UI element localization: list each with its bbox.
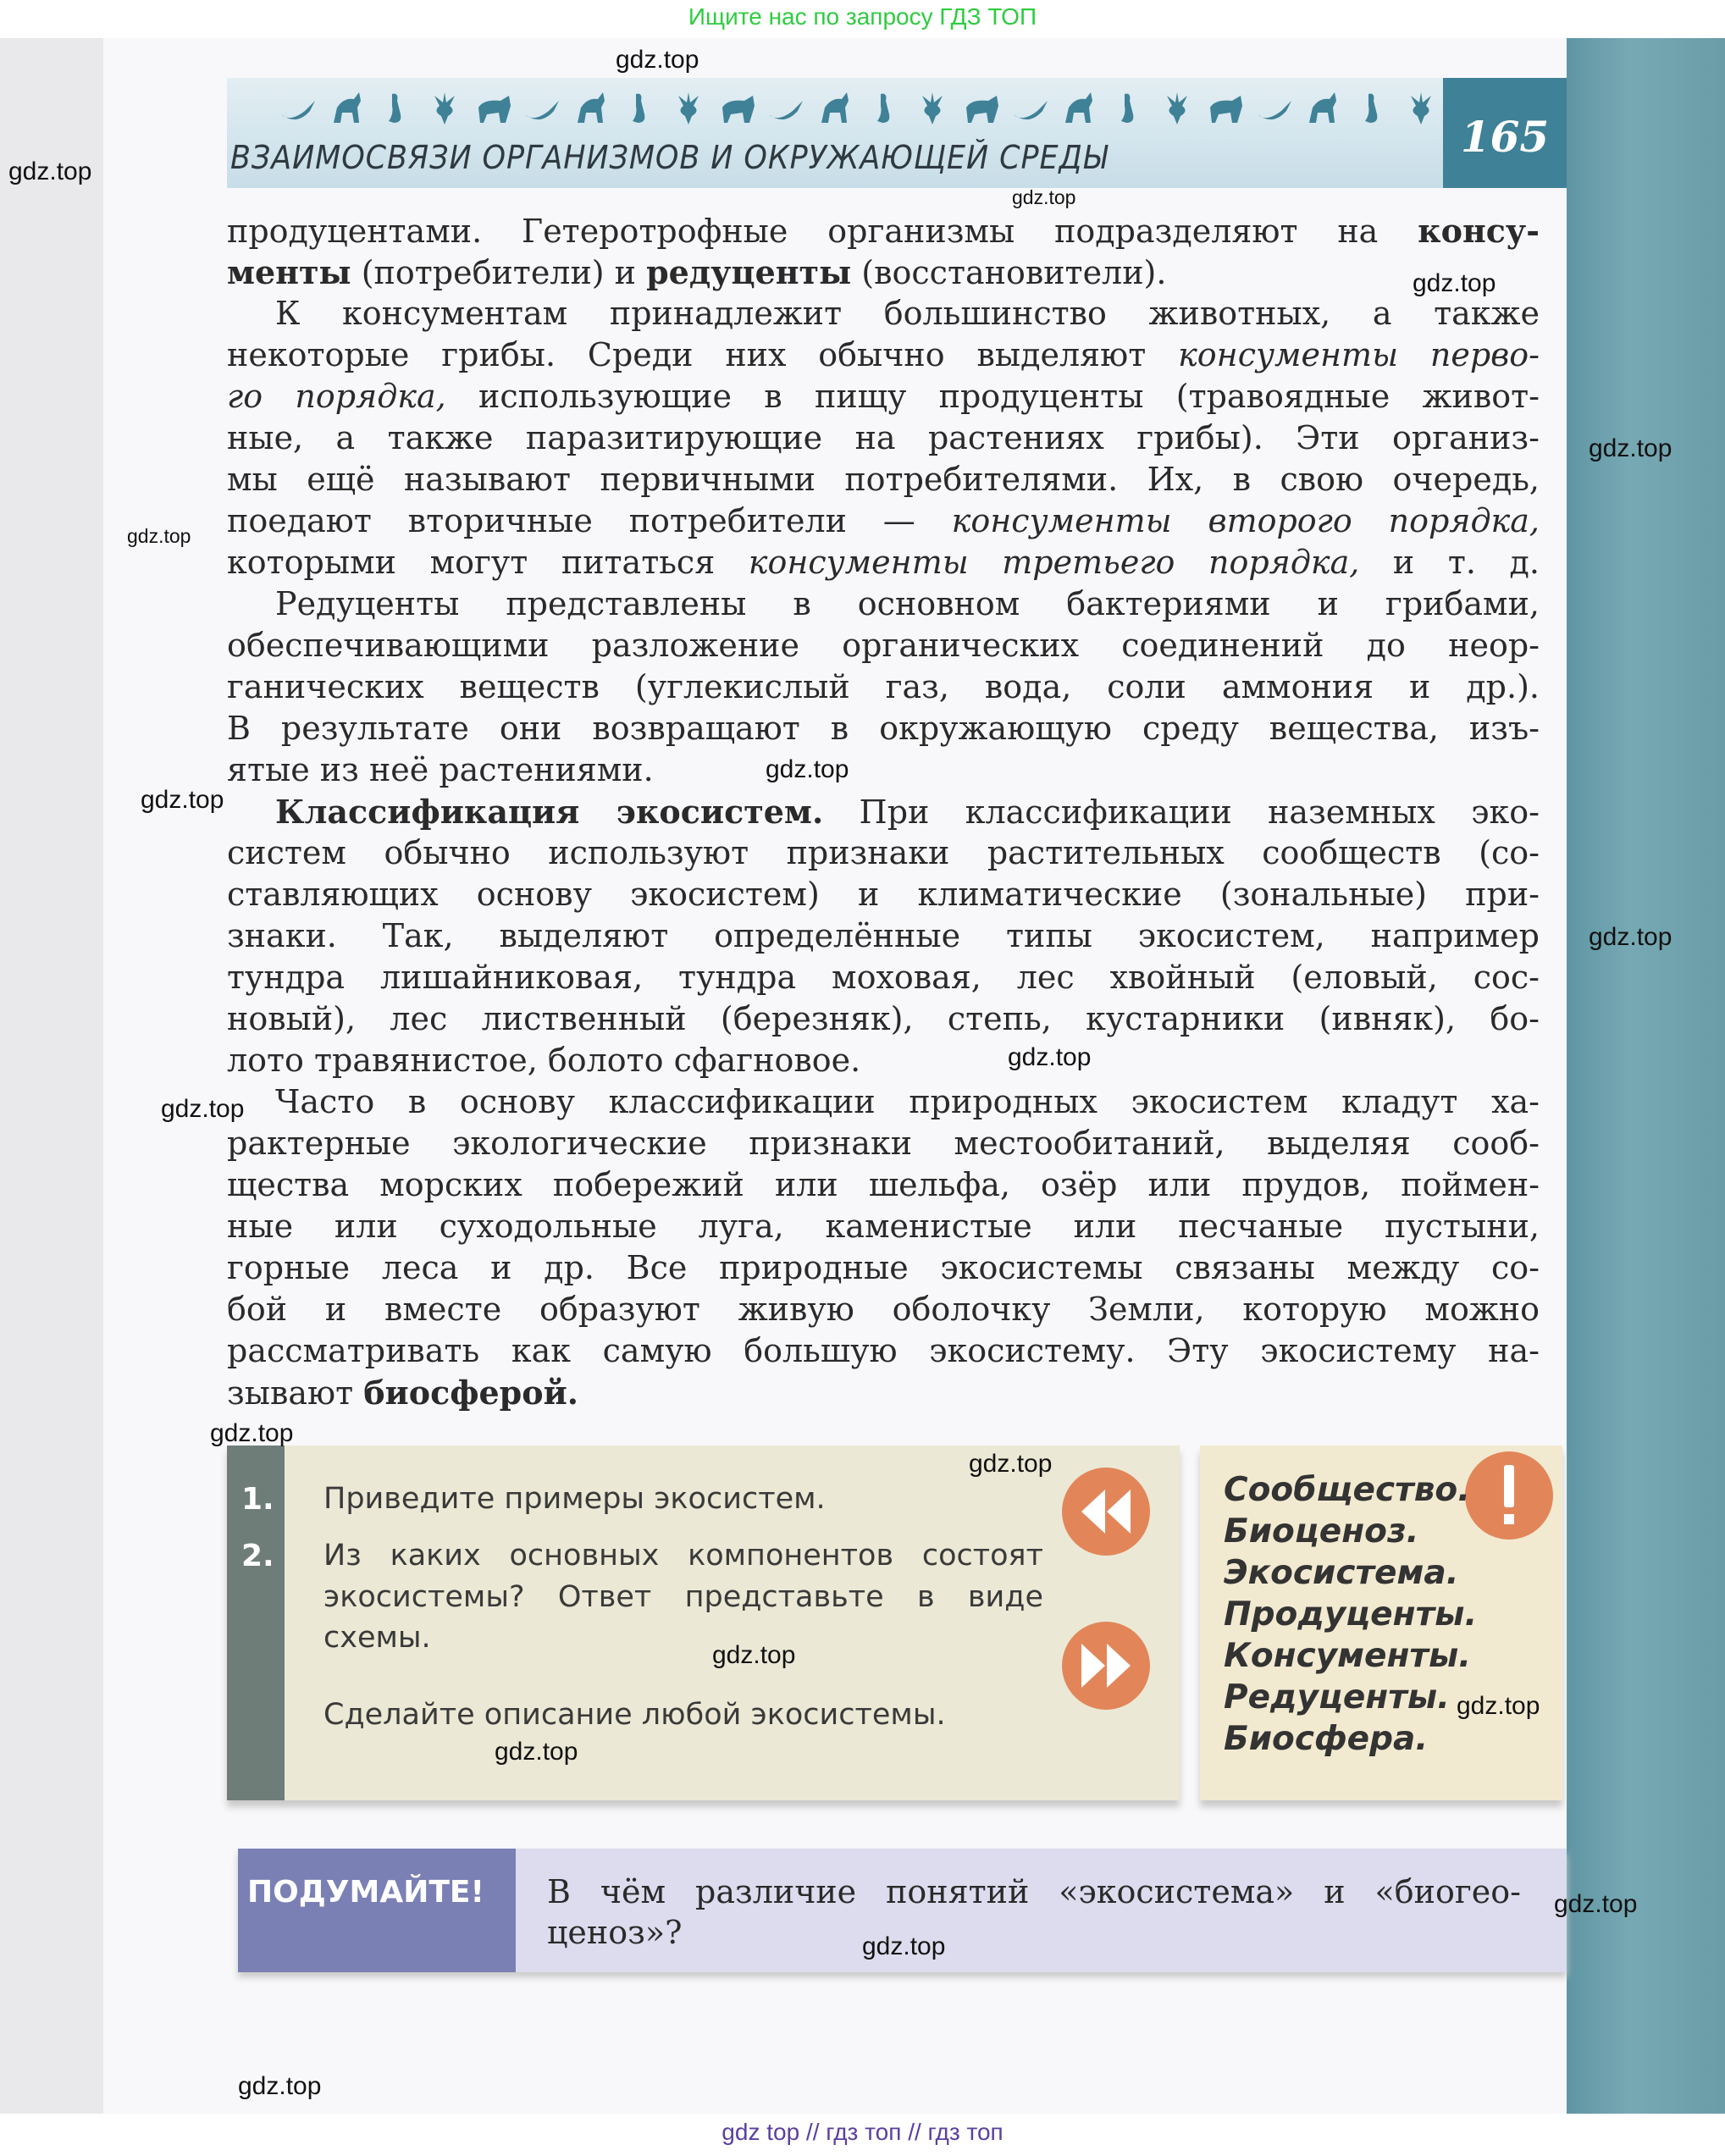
watermark: gdz.top [1457,1692,1540,1720]
text-line [227,417,1540,459]
text-line [227,957,1540,998]
bold-term: консу- [1418,212,1540,250]
text-segment: использующие в пищу продуценты (травоядные живот- [445,378,1540,415]
text-segment: обеспечивающими разложение органических соединений до неор- [227,627,1540,664]
fast-forward-icon [1062,1622,1150,1710]
text-line [227,210,1540,252]
text-segment: ные или суходольные луга, каменистые или песчаные пустыни, [227,1208,1540,1245]
key-term: Биоценоз. [1224,1512,1419,1551]
key-term: Редуценты. [1224,1678,1450,1717]
text-line [227,500,1540,542]
bold-term: Классификация экосистем. [275,793,824,831]
watermark: gdz.top [8,158,92,185]
animal-silhouette-icon [621,89,658,126]
text-segment: Редуценты представлены в основном бактериями и грибами, [275,585,1540,622]
text-line [227,1164,1540,1206]
text-segment: бой и вместе образуют живую оболочку Земли, которую можно [227,1291,1540,1328]
text-segment: рассматривать как самую большую экосистему. Эту экосистему на- [227,1332,1540,1369]
animal-silhouette-icon [1207,89,1244,126]
text-line [227,459,1540,500]
text-segment: которыми могут питаться [227,544,749,581]
watermark: gdz.top [712,1641,796,1669]
text-segment: рактерные экологические признаки местообитаний, выделяя сооб- [227,1125,1540,1162]
exclamation-icon [1465,1451,1553,1540]
think-question-line: ценоз»? [547,1914,683,1951]
watermark: gdz.top [1589,923,1672,951]
bold-term: биосферой. [363,1374,578,1412]
text-line [227,1289,1540,1330]
text-segment: (восстановители). [851,254,1167,291]
animal-silhouette-icon [523,89,561,126]
text-line [227,915,1540,957]
italic-term: консументы второго порядка, [951,502,1540,539]
key-term: Экосистема. [1224,1554,1459,1592]
text-segment: К консументам принадлежит большинство животных, а также [275,295,1540,332]
text-line [227,334,1540,376]
key-term: Консументы. [1224,1637,1472,1675]
watermark: gdz.top [1012,186,1076,208]
animal-silhouette-icon [1353,89,1391,126]
question-1-text: Приведите примеры экосистем. [323,1482,826,1516]
text-segment: некоторые грибы. Среди них обычно выделяют [227,336,1179,373]
text-segment: знаки. Так, выделяют определённые типы экосистем, например [227,917,1540,954]
watermark: gdz.top [1589,434,1672,462]
watermark: gdz.top [1008,1043,1092,1071]
bold-term: менты [227,253,351,291]
animal-silhouette-icon [572,89,610,126]
animal-silhouette-icon [377,89,414,126]
text-line [227,832,1540,874]
text-line [227,1206,1540,1247]
text-line [227,583,1540,625]
bold-term: редуценты [646,253,852,291]
text-line [227,1123,1540,1164]
text-segment: ставляющих основу экосистем) и климатические (зональные) при- [227,876,1540,913]
text-segment: Часто в основу классификации природных экосистем кладут ха- [275,1083,1540,1120]
animal-silhouette-icon [279,89,317,126]
chapter-title: ВЗАИМОСВЯЗИ ОРГАНИЗМОВ И ОКРУЖАЮЩЕЙ СРЕДЫ [230,139,1109,176]
think-label-background [238,1849,516,1972]
animal-silhouette-icon [426,89,463,126]
text-segment: продуцентами. Гетеротрофные организмы подразделяют на [227,213,1418,250]
watermark: gdz.top [127,525,191,547]
footer-watermark: gdz top // гдз топ // гдз топ [722,2119,1003,2145]
text-line [227,1330,1540,1372]
text-line [227,252,1540,293]
text-segment: щества морских побережий или шельфа, озёр или прудов, поймен- [227,1166,1540,1203]
watermark: gdz.top [969,1450,1053,1478]
text-segment: ные, а также паразитирующие на растениях грибы). Эти организ- [227,419,1540,456]
task-text: Сделайте описание любой экосистемы. [323,1698,946,1732]
question-2-line: экосистемы? Ответ представьте в виде [323,1580,1043,1614]
text-segment: В результате они возвращают в окружающую среду вещества, изъ- [227,710,1540,747]
top-search-note: Ищите нас по запросу ГДЗ ТОП [688,3,1037,30]
animal-silhouette-icon [329,89,366,126]
page-number: 165 [1460,112,1550,162]
italic-term: го порядка, [227,378,446,415]
text-line [227,749,1540,791]
animal-silhouette-icon [1304,89,1341,126]
text-line [227,625,1540,666]
animal-silhouette-icon [670,89,707,126]
key-term: Сообщество. [1224,1471,1471,1509]
key-term: Продуценты. [1224,1595,1478,1634]
animal-silhouette-icon [719,89,756,126]
text-segment: (потребители) и [351,254,647,291]
text-line [227,542,1540,583]
watermark: gdz.top [141,786,224,814]
animal-silhouette-icon [1256,89,1293,126]
text-segment: лото травянистое, болото сфагновое. [227,1042,861,1079]
text-segment: тундра лишайниковая, тундра моховая, лес хвойный (еловый, сос- [227,959,1540,996]
watermark: gdz.top [1554,1890,1638,1918]
key-term: Биосфера. [1224,1720,1429,1758]
animal-silhouette-icon [914,89,951,126]
page-edge-strip [1567,38,1725,2114]
text-line [227,791,1540,832]
text-segment: ганических веществ (углекислый газ, вода, соли аммония и др.). [227,668,1540,705]
rewind-icon [1062,1468,1150,1556]
text-segment: систем обычно используют признаки растительных сообществ (со- [227,834,1540,871]
watermark: gdz.top [766,755,849,783]
animal-silhouette-icon [865,89,903,126]
text-segment: новый), лес лиственный (березняк), степь, кустарники (ивняк), бо- [227,1000,1540,1037]
watermark: gdz.top [1413,269,1496,297]
animal-silhouette-icon [1109,89,1147,126]
watermark: gdz.top [616,46,699,74]
animal-silhouette-icon [963,89,1000,126]
text-line [227,1372,1540,1413]
text-line [227,1040,1540,1081]
watermark: gdz.top [210,1419,294,1447]
text-segment: зывают [227,1374,364,1412]
animal-silhouettes-row [279,86,1440,129]
animal-silhouette-icon [767,89,804,126]
animal-silhouette-icon [1158,89,1196,126]
question-2-line: Из каких основных компонентов состоят [323,1539,1043,1573]
text-segment: При классификации наземных эко- [823,793,1540,831]
italic-term: консументы третьего порядка, [748,544,1360,581]
text-line [227,666,1540,708]
animal-silhouette-icon [1402,89,1440,126]
question-1-number: 1. [241,1482,274,1517]
text-segment: поедают вторичные потребители — [227,502,952,539]
page-left-margin [0,38,103,2114]
watermark: gdz.top [495,1738,578,1766]
watermark: gdz.top [161,1095,245,1123]
animal-silhouette-icon [1012,89,1049,126]
text-line [227,874,1540,915]
question-2-line: схемы. [323,1621,431,1655]
text-line [227,376,1540,417]
text-segment: и т. д. [1359,544,1540,581]
text-line [227,1081,1540,1123]
text-line [227,1247,1540,1289]
text-line [227,293,1540,334]
animal-silhouette-icon [1060,89,1097,126]
watermark: gdz.top [238,2072,322,2100]
question-2-number: 2. [241,1539,274,1573]
italic-term: консументы перво- [1178,336,1540,373]
text-line [227,998,1540,1040]
body-text [227,210,1540,1413]
text-segment: ятые из неё растениями. [227,751,654,788]
animal-silhouette-icon [816,89,854,126]
animal-silhouette-icon [475,89,512,126]
think-label: ПОДУМАЙТЕ! [247,1875,484,1910]
text-line [227,708,1540,749]
think-question-line: В чём различие понятий «экосистема» и «биогео- [547,1873,1521,1910]
watermark: gdz.top [862,1932,946,1960]
text-segment: мы ещё называют первичными потребителями. Их, в свою очередь, [227,461,1540,498]
text-segment: горные леса и др. Все природные экосистемы связаны между со- [227,1249,1540,1286]
